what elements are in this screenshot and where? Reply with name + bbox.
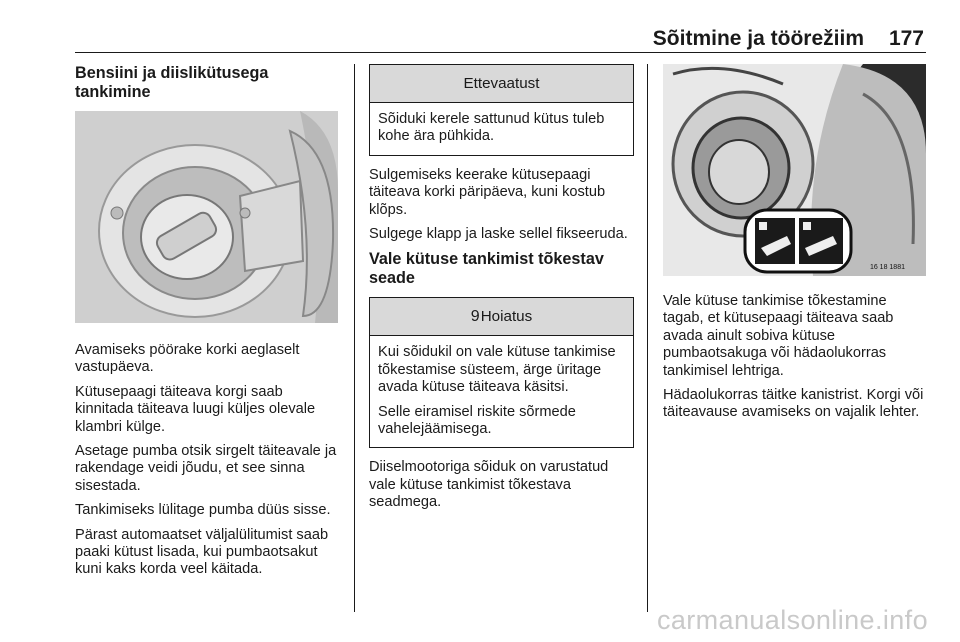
section-heading-refuelling: Bensiini ja diislikütusega tankimine xyxy=(75,64,269,101)
warning-box xyxy=(369,297,634,448)
paragraph: Kütusepaagi täiteava korgi saab kinnitada täiteava luugi küljes olevale klambri külge. xyxy=(75,383,316,435)
column-2 xyxy=(369,64,634,519)
column-divider xyxy=(354,64,355,612)
header-rule xyxy=(75,52,926,53)
warning-text: Kui sõidukil on vale kütuse tankimise tõkestamise süsteem, ärge üritage avada kütuse täiteava käsitsi. xyxy=(378,344,616,396)
paragraph: Pärast automaatset väljalülitumist saab paaki kütust lisada, kui pumbaotsakut kuni kaks korda veel käitada. xyxy=(75,526,329,578)
paragraph: Vale kütuse tankimise tõkestamine tagab, et kütusepaagi täiteava saab avada ainult sobiva kütuse pumbaotsakuga või hädaolukorras tankimisel lehtriga. xyxy=(663,293,894,379)
caution-box xyxy=(369,64,634,156)
fuel-filler-cap-photo xyxy=(75,111,338,323)
paragraph: Asetage pumba otsik sirgelt täiteavale ja rakendage veidi jõudu, et see sinna sisestada. xyxy=(75,443,337,494)
column-divider xyxy=(647,64,648,612)
watermark: carmanualsonline.info xyxy=(656,605,928,635)
warning-icon: 9 xyxy=(470,308,480,326)
section-heading-misfuel-prevention: Vale kütuse tankimist tõkestav seade xyxy=(369,250,604,288)
warning-text: Selle eiramisel riskite sõrmede vahelejäämisega. xyxy=(378,403,576,438)
caution-title: Ettevaatust xyxy=(370,65,633,103)
page-header-title: Sõitmine ja töörežiim xyxy=(652,27,864,50)
paragraph: Sulgemiseks keerake kütusepaagi täiteava korki päripäeva, kuni kostub klõps. xyxy=(369,166,606,218)
paragraph: Diiselmootoriga sõiduk on varustatud vale kütuse tankimist tõkestava seadmega. xyxy=(369,459,609,511)
paragraph: Avamiseks pöörake korki aeglaselt vastupäeva. xyxy=(75,342,300,376)
column-1 xyxy=(75,64,345,586)
page-number: 177 xyxy=(888,27,924,50)
paragraph: Tankimiseks lülitage pumba düüs sisse. xyxy=(75,502,331,519)
image-code-label: 16 18 1881 xyxy=(869,264,905,271)
warning-title: Hoiatus xyxy=(480,308,533,326)
warning-header xyxy=(370,298,633,336)
caution-text: Sõiduki kerele sattunud kütus tuleb kohe ära pühkida. xyxy=(378,111,605,145)
paragraph: Sulgege klapp ja laske sellel fikseeruda. xyxy=(369,226,628,243)
paragraph: Hädaolukorras täitke kanistrist. Korgi või täiteavause avamiseks on vajalik lehter. xyxy=(663,387,924,421)
column-3 xyxy=(663,64,926,429)
misfuel-inhibitor-photo xyxy=(663,64,926,276)
